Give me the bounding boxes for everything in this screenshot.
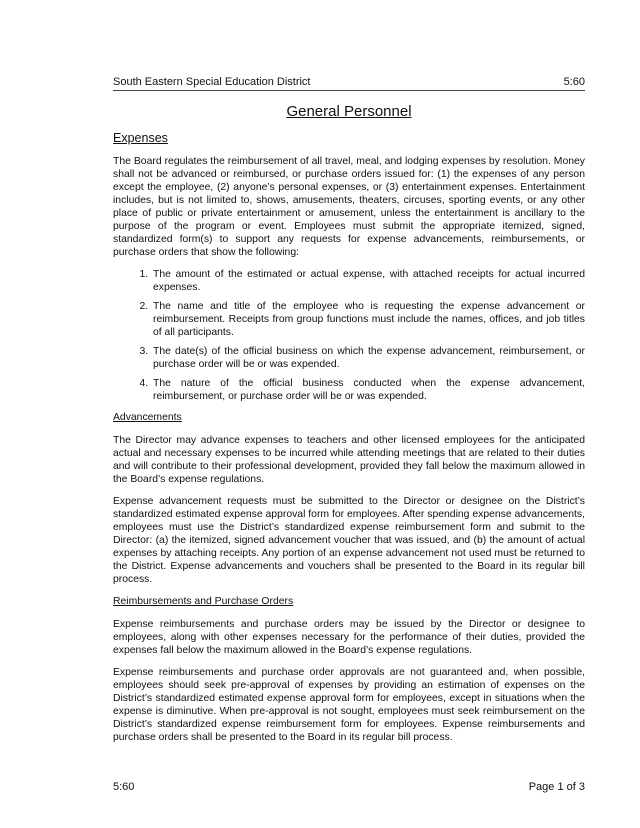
section-heading-expenses: Expenses xyxy=(113,131,168,145)
advancements-paragraph: Expense advancement requests must be submitted to the Director or designee on the District’s standardized estimated expense approval form for employees. After spending expense advancements, employees must use the District’s standardized expense reimbursement form and submit to the Director: (a) the itemized, signed advancement voucher that was issued, and (b) the amount of actual expenses by attaching receipts. Any portion of an expense advancement not used must be returned to the District. Expense advancements and vouchers shall be presented to the Board in its regular bill process. xyxy=(113,496,585,585)
district-name: South Eastern Special Education District xyxy=(113,76,311,88)
reimbursements-paragraph: Expense reimbursements and purchase order approvals are not guaranteed and, when possible, employees should seek pre-approval of expenses by providing an estimation of expenses on the District’s standardized estimated expense approval form for employees, except in situations when the expense is diminutive. When pre-approval is not sought, employees must seek reimbursement on the District’s standardized expense reimbursement form for employees. Expense reimbursements and purchase orders shall be presented to the Board in its regular bill process. xyxy=(113,667,585,743)
expenses-requirements-list xyxy=(113,268,585,403)
page-title: General Personnel xyxy=(286,103,412,120)
page-footer xyxy=(113,780,585,794)
advancements-paragraph: The Director may advance expenses to teachers and other licensed employees for the anticipated actual and necessary expenses to be incurred while attending meetings that are related to their duties and will contribute to their professional development, provided they fall below the maximum allowed in the Board’s expense regulations. xyxy=(113,435,585,485)
footer-code: 5:60 xyxy=(113,781,135,793)
reimbursements-paragraph: Expense reimbursements and purchase orders may be issued by the Director or designee to employees, along with other expenses necessary for the performance of their duties, provided the expenses fall below the maximum allowed in the Board’s expense regulations. xyxy=(113,619,585,656)
list-item: 4. The nature of the official business conducted when the expense advancement, reimbursement, or purchase order will be or was expended. xyxy=(151,377,585,403)
document-body xyxy=(113,131,585,753)
page-header xyxy=(113,75,585,91)
list-item: 2. The name and title of the employee who is requesting the expense advancement or reimbursement. Receipts from group functions must include the names, offices, and job titles of all participants. xyxy=(151,300,585,339)
list-item: 3. The date(s) of the official business on which the expense advancement, reimbursement, or purchase order will be or was expended. xyxy=(151,345,585,371)
policy-code: 5:60 xyxy=(563,76,585,88)
expenses-intro: The Board regulates the reimbursement of all travel, meal, and lodging expenses by resolution. Money shall not be advanced or reimbursed, or purchase orders issued for: (1) the expenses of any person except the employee, (2) anyone’s personal expenses, or (3) entertainment expenses. Entertainment includes, but is not limited to, shows, amusements, theaters, circuses, sporting events, or any other place of public or private entertainment or amusement, unless the entertainment is ancillary to the purpose of the program or event. Employees must submit the appropriate itemized, signed, standardized form(s) to support any requests for expense advancements, reimbursements, or purchase orders that show the following: xyxy=(113,156,585,258)
page-number: Page 1 of 3 xyxy=(528,781,585,793)
list-item: 1. The amount of the estimated or actual expense, with attached receipts for actual incurred expenses. xyxy=(151,268,585,294)
section-heading-reimbursements: Reimbursements and Purchase Orders xyxy=(113,596,294,607)
section-heading-advancements: Advancements xyxy=(113,412,182,423)
